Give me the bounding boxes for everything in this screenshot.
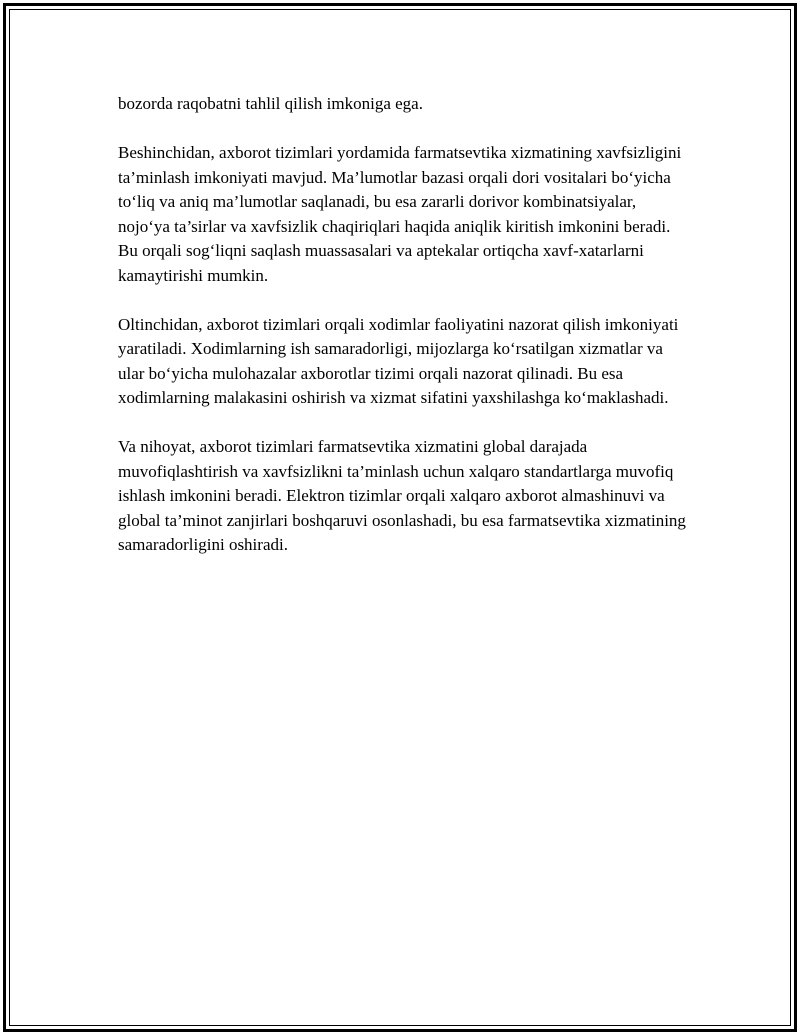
paragraph-fifth: Beshinchidan, axborot tizimlari yordamida farmatsevtika xizmatining xavfsizligini ta’minlash imkoniyati mavjud. Ma’lumotlar bazasi orqali dori vositalari bo‘yicha to‘liq va aniq ma’lumotlar saqlanadi, bu esa zararli dorivor kombinatsiyalar, nojo‘ya ta’sirlar va xavfsizlik chaqiriqlari haqida aniqlik kiritish imkonini beradi. Bu orqali sog‘liqni saqlash muassasalari va aptekalar ortiqcha xavf-xatarlarni kamaytirishi mumkin. — [118, 143, 682, 285]
paragraph-sixth: Oltinchidan, axborot tizimlari orqali xodimlar faoliyatini nazorat qilish imkoniyati yaratiladi. Xodimlarning ish samaradorligi, mijozlarga ko‘rsatilgan xizmatlar va ular bo‘yicha mulohazalar axborotlar tizimi orqali nazorat qilinadi. Bu esa xodimlarning malakasini oshirish va xizmat sifatini yaxshilashga ko‘maklashadi. — [118, 314, 679, 407]
paragraph-continuation: bozorda raqobatni tahlil qilish imkoniga ega. — [118, 94, 423, 113]
document-body — [118, 92, 688, 582]
paragraph-final: Va nihoyat, axborot tizimlari farmatsevtika xizmatini global darajada muvofiqlashtirish va xavfsizlikni ta’minlash uchun xalqaro standartlarga muvofiq ishlash imkonini beradi. Elektron tizimlar orqali xalqaro axborot almashinuvi va global ta’minot zanjirlari boshqaruvi osonlashadi, bu esa farmatsevtika xizmatining samaradorligini oshiradi. — [118, 437, 686, 554]
